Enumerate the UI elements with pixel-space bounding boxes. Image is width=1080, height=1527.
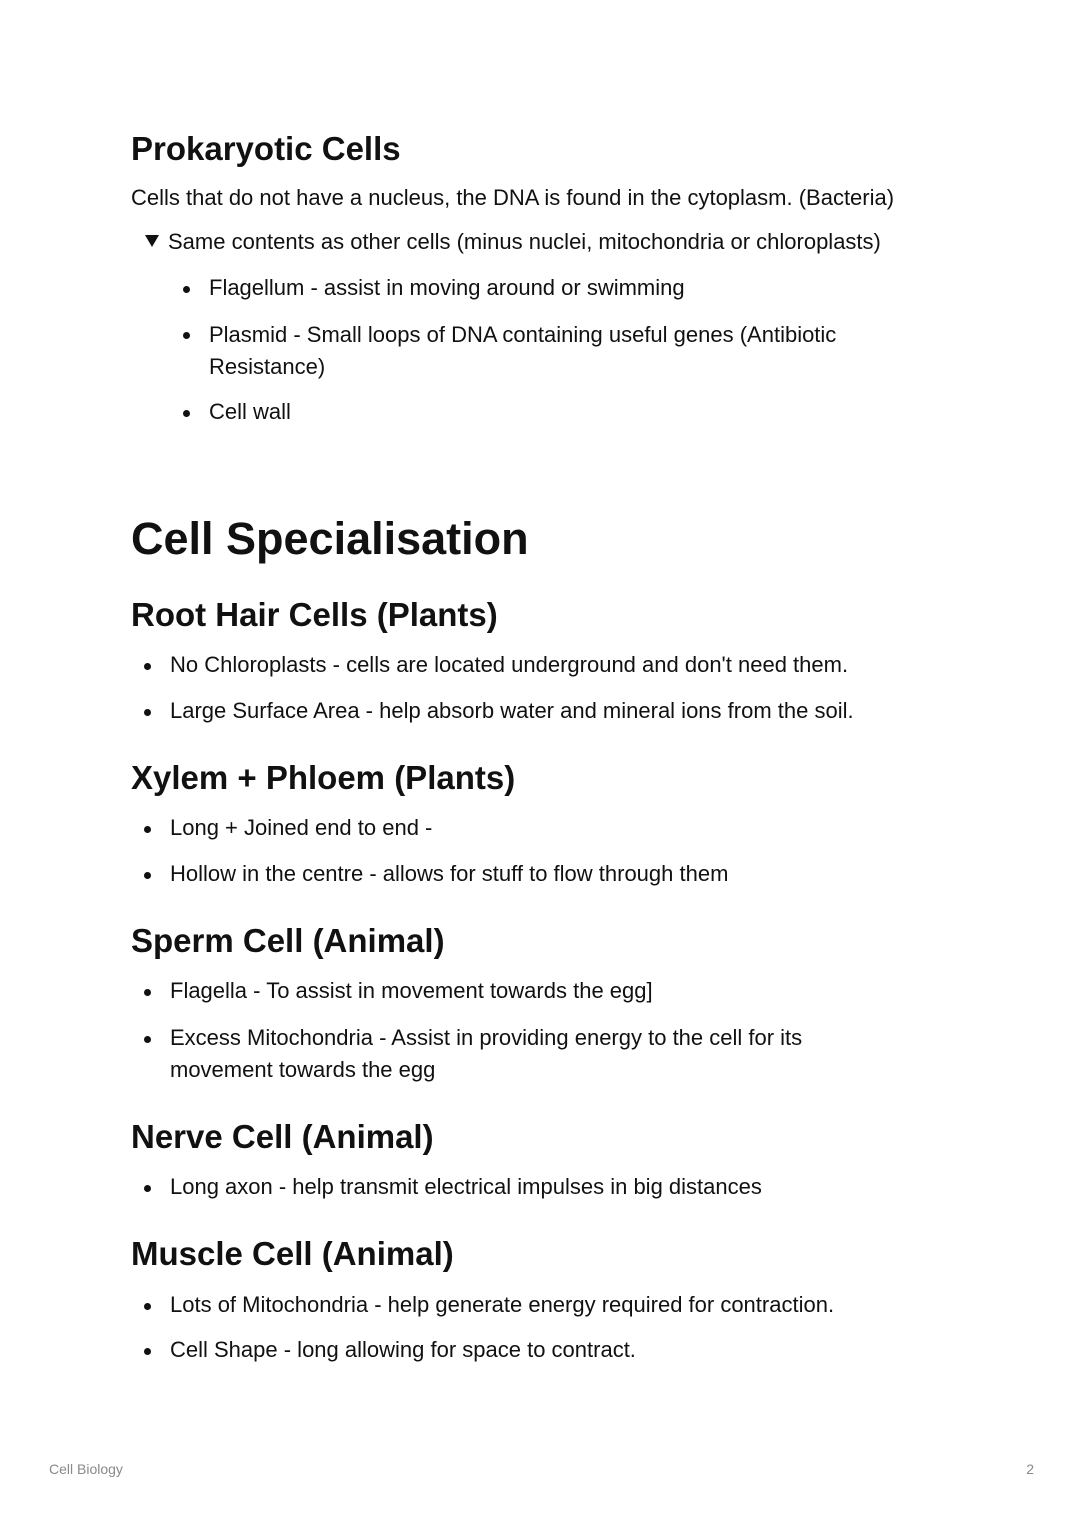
list-item-continuation: Resistance) bbox=[209, 354, 326, 379]
toggle-label: Same contents as other cells (minus nuclei, mitochondria or chloroplasts) bbox=[168, 229, 881, 254]
bullet-icon bbox=[144, 1036, 151, 1043]
bullet-icon bbox=[144, 872, 151, 879]
section-heading-prokaryotic: Prokaryotic Cells bbox=[131, 130, 401, 167]
list-item: No Chloroplasts - cells are located underground and don't need them. bbox=[170, 652, 849, 677]
list-item: Cell wall bbox=[209, 399, 291, 424]
list-item: Excess Mitochondria - Assist in providing energy to the cell for its bbox=[170, 1025, 803, 1050]
list-item: Plasmid - Small loops of DNA containing useful genes (Antibiotic bbox=[209, 322, 837, 347]
list-item: Long axon - help transmit electrical impulses in big distances bbox=[170, 1174, 762, 1199]
list-item: Flagella - To assist in movement towards the egg] bbox=[170, 978, 653, 1003]
page-title: Cell Specialisation bbox=[131, 513, 529, 564]
bullet-icon bbox=[144, 1348, 151, 1355]
list-item: Large Surface Area - help absorb water and mineral ions from the soil. bbox=[170, 698, 854, 723]
bullet-icon bbox=[144, 663, 151, 670]
bullet-icon bbox=[144, 826, 151, 833]
section-heading-muscle-cell: Muscle Cell (Animal) bbox=[131, 1235, 454, 1272]
bullet-icon bbox=[144, 989, 151, 996]
list-item: Lots of Mitochondria - help generate energy required for contraction. bbox=[170, 1292, 835, 1317]
list-item: Flagellum - assist in moving around or swimming bbox=[209, 275, 685, 300]
bullet-icon bbox=[183, 332, 190, 339]
section-heading-root-hair: Root Hair Cells (Plants) bbox=[131, 596, 498, 633]
toggle-block[interactable] bbox=[145, 226, 881, 258]
footer-doc-title: Cell Biology bbox=[49, 1461, 123, 1477]
triangle-down-icon[interactable] bbox=[145, 235, 159, 247]
section-heading-nerve-cell: Nerve Cell (Animal) bbox=[131, 1118, 434, 1155]
list-item: Hollow in the centre - allows for stuff to flow through them bbox=[170, 861, 729, 886]
bullet-icon bbox=[183, 410, 190, 417]
list-item: Long + Joined end to end - bbox=[170, 815, 433, 840]
list-item-continuation: movement towards the egg bbox=[170, 1057, 436, 1082]
section-heading-sperm-cell: Sperm Cell (Animal) bbox=[131, 922, 445, 959]
bullet-icon bbox=[144, 709, 151, 716]
bullet-icon bbox=[144, 1303, 151, 1310]
bullet-icon bbox=[144, 1185, 151, 1192]
list-item: Cell Shape - long allowing for space to contract. bbox=[170, 1337, 636, 1362]
bullet-icon bbox=[183, 286, 190, 293]
section-heading-xylem-phloem: Xylem + Phloem (Plants) bbox=[131, 759, 516, 796]
page-number: 2 bbox=[1026, 1461, 1034, 1477]
prokaryotic-intro: Cells that do not have a nucleus, the DNA is found in the cytoplasm. (Bacteria) bbox=[131, 185, 895, 210]
